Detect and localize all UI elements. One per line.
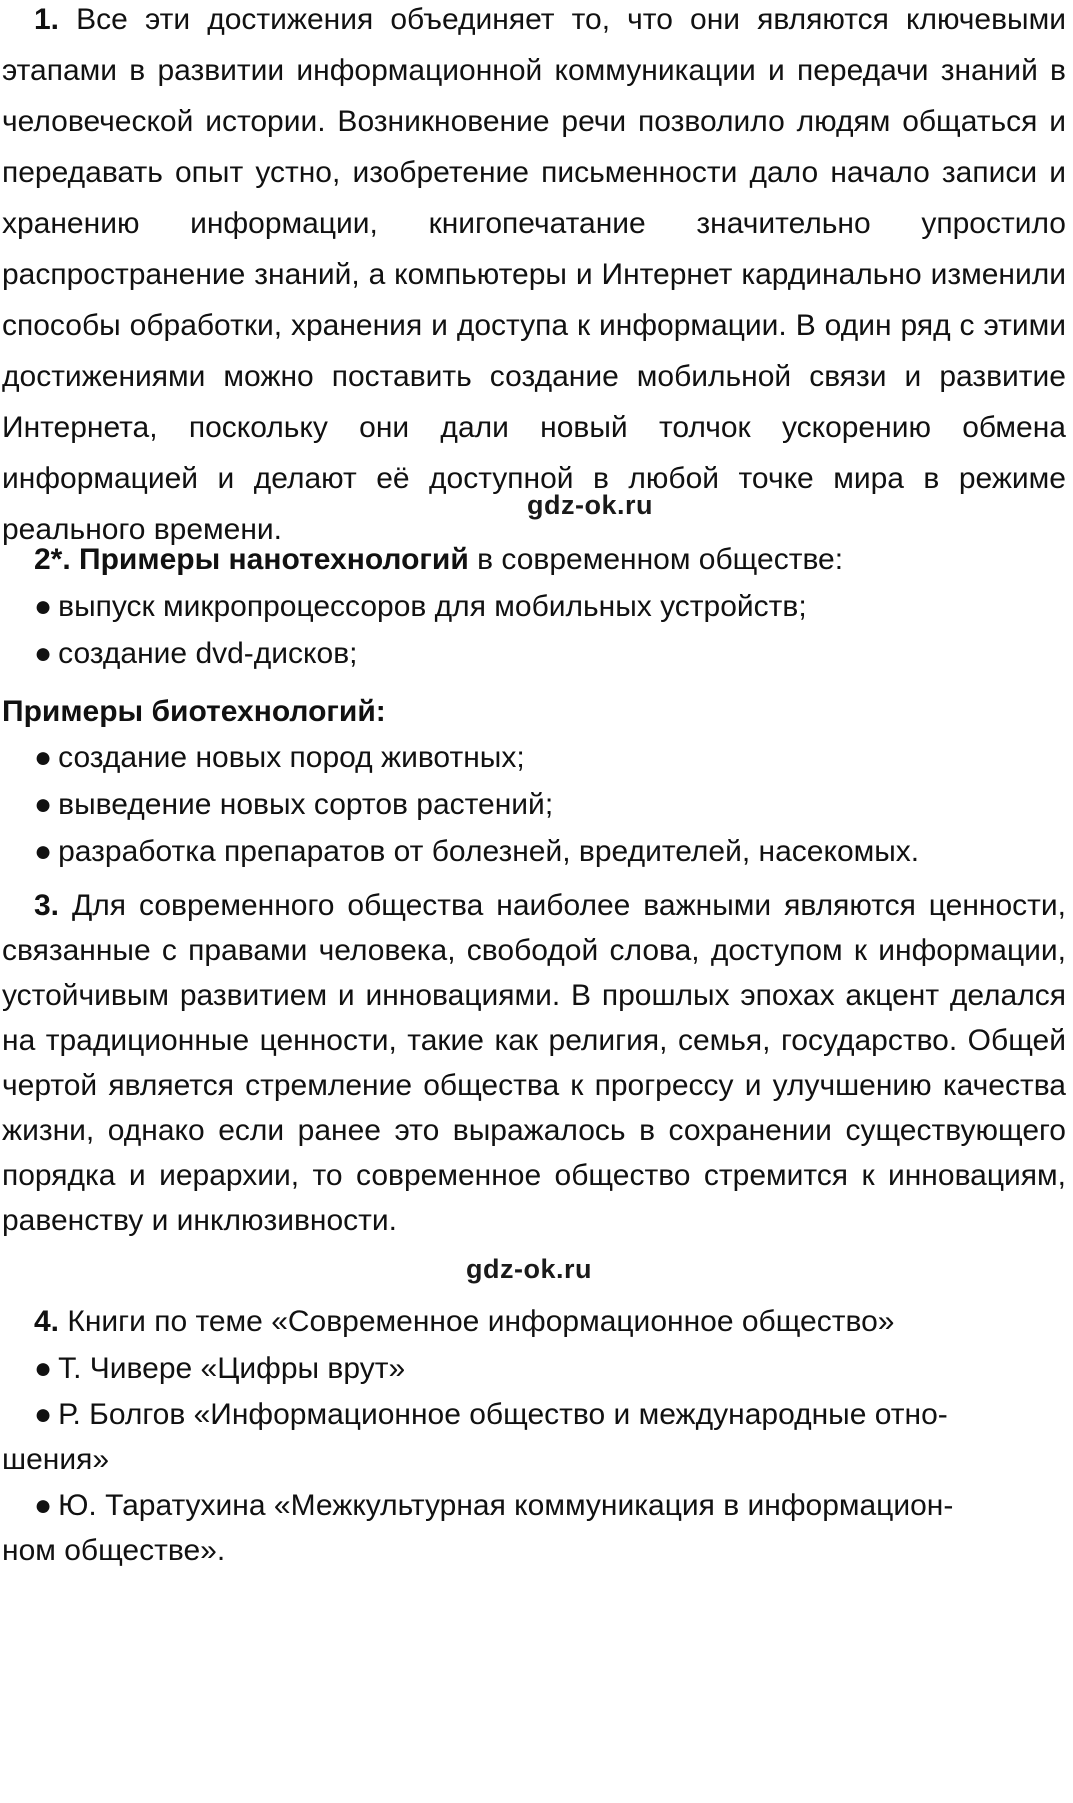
bullet-icon: ●	[34, 637, 53, 670]
section-2-number: 2*.	[34, 543, 71, 576]
section-1-paragraph	[2, 0, 1066, 555]
bio-list-item: ● выведение новых сортов растений;	[34, 788, 554, 821]
section-4-heading	[34, 1302, 894, 1342]
nano-list-item: ● создание dvd-дисков;	[34, 637, 358, 670]
watermark-1: gdz-ok.ru	[527, 490, 653, 520]
section-2-heading-rest: в современном обществе:	[468, 543, 844, 576]
book-list-item: ● Р. Болгов «Информационное общество и международные отно- шения»	[2, 1398, 948, 1476]
section-2-heading	[34, 540, 843, 580]
nano-list-item: ● выпуск микропроцессоров для мобильных устройств;	[34, 590, 807, 623]
watermark-2: gdz-ok.ru	[466, 1254, 592, 1284]
section-1-text: Все эти достижения объединяет то, что они являются ключевыми этапами в развитии информационной коммуникации и передачи знаний в человеческой истории. Возникновение речи позволило людям общаться и передавать опыт устно, изобретение письменности дало начало записи и хранению информации, книгопечатание значительно упростило распространение знаний, а компьютеры и Интернет кардинально изменили способы обработки, хранения и доступа к информации. В один ряд с этими достижениями можно поставить создание мобильной связи и развитие Интернета, поскольку они дали новый толчок ускорению обмена информацией и делают её доступной в любой точке мира в режиме реального времени.	[2, 3, 1066, 546]
bullet-icon: ●	[34, 1398, 53, 1431]
bio-list-item: ● разработка препаратов от болезней, вредителей, насекомых.	[34, 835, 920, 868]
bullet-icon: ●	[34, 835, 53, 868]
book-list-item: ● Т. Чивере «Цифры врут»	[34, 1352, 406, 1385]
bullet-icon: ●	[34, 590, 53, 623]
bullet-icon: ●	[34, 1489, 53, 1522]
book-list-item: ● Ю. Таратухина «Межкультурная коммуникация в информацион- ном обществе».	[2, 1489, 954, 1567]
section-3-number: 3.	[34, 889, 60, 922]
bio-list-item: ● создание новых пород животных;	[34, 741, 525, 774]
bio-heading: Примеры биотехнологий:	[2, 695, 386, 728]
section-3-paragraph	[2, 883, 1066, 1243]
bullet-icon: ●	[34, 788, 53, 821]
section-4-heading-text: Книги по теме «Современное информационное общество»	[59, 1305, 895, 1338]
bullet-icon: ●	[34, 1352, 53, 1385]
bullet-icon: ●	[34, 741, 53, 774]
section-2-heading-bold: Примеры нанотехнологий	[79, 543, 469, 576]
section-3-text: Для современного общества наиболее важными являются ценности, связанные с правами человека, свободой слова, доступом к информации, устойчивым развитием и инновациями. В прошлых эпохах акцент делался на традиционные ценности, такие как религия, семья, государство. Общей чертой является стремление общества к прогрессу и улучшению качества жизни, однако если ранее это выражалось в сохранении существующего порядка и иерархии, то современное общество стремится к инновациям, равенству и инклюзивности.	[2, 889, 1066, 1237]
section-1-number: 1.	[34, 3, 60, 36]
section-4-number: 4.	[34, 1305, 60, 1338]
